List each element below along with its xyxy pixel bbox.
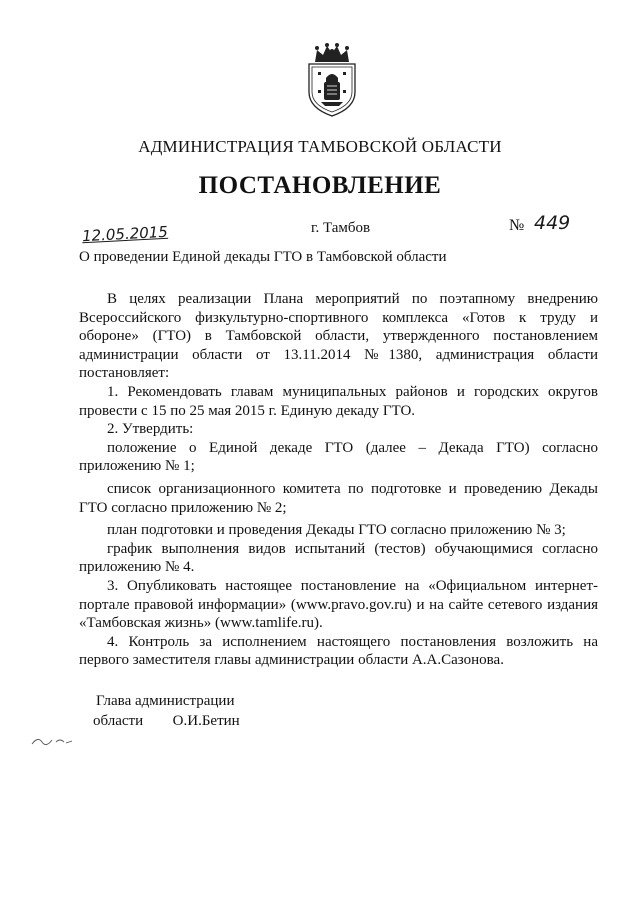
item-2c-paragraph: план подготовки и проведения Декады ГТО согласно приложению № 3; [107,522,566,539]
item-2d-paragraph: график выполнения видов испытаний (тестов) обучающимися согласно приложению № 4. [79,540,598,576]
item-2-paragraph: 2. Утвердить: [107,421,194,438]
item-4-paragraph: 4. Контроль за исполнением настоящего постановления возложить на первого заместителя главы администрации области А.А.Сазонова. [79,633,598,669]
document-type-heading: ПОСТАНОВЛЕНИЕ [198,172,442,199]
number-sign: № [509,217,525,234]
item-1-paragraph: 1. Рекомендовать главам муниципальных районов и городских округов провести с 15 по 25 мая 2015 г. Единую декаду ГТО. [79,383,598,419]
margin-scribble-mark [30,730,76,750]
organization-title: АДМИНИСТРАЦИЯ ТАМБОВСКОЙ ОБЛАСТИ [138,137,502,156]
item-3-paragraph: 3. Опубликовать настоящее постановление на «Официальном интернет-портале правовой информации» (www.pravo.gov.ru) и на сайте сетевого издания «Тамбовская жизнь» (www.tamlife.ru). [79,577,598,632]
handwritten-document-number: 449 [534,212,571,234]
item-2b-paragraph: список организационного комитета по подготовке и проведению Декады ГТО согласно приложению № 2; [79,480,598,516]
handwritten-date: 12.05.2015 [81,222,169,246]
document-subject: О проведении Единой декады ГТО в Тамбовской области [79,249,447,265]
signatory-position-line1: Глава администрации [96,693,235,709]
document-body [79,290,598,670]
signatory-line [93,713,240,730]
item-2a-paragraph: положение о Единой декаде ГТО (далее – Декада ГТО) согласно приложению № 1; [79,439,598,475]
coat-of-arms-emblem [301,42,363,118]
signatory-position-line2: области [93,713,144,729]
preamble-paragraph: В целях реализации Плана мероприятий по поэтапному внедрению Всероссийского физкультурно-спортивного комплекса «Готов к труду и обороне» (ГТО) в Тамбовской области, утвержденного постановлением администрации области от 13.11.2014 №1380, администрация области постановляет: [79,291,598,382]
city-name: г. Тамбов [311,220,371,236]
signatory-name: О.И.Бетин [172,713,240,729]
